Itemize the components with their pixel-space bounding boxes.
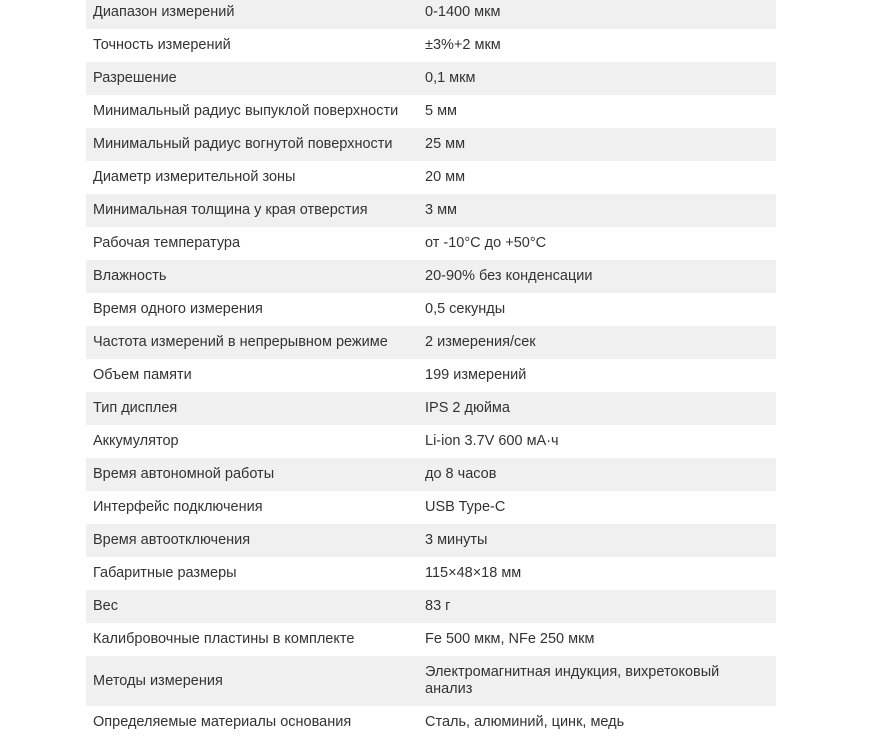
spec-value: 115×48×18 мм [425,565,522,581]
spec-value: 0,1 мкм [418,62,776,95]
spec-name: Методы измерения [86,656,418,706]
specifications-body [86,0,776,739]
spec-value: ±3%+2 мкм [425,37,501,53]
spec-name: Влажность [86,260,418,293]
spec-row [86,0,776,29]
spec-name: Минимальный радиус вогнутой поверхности [86,128,418,161]
spec-row [86,706,776,739]
spec-row [86,425,776,458]
spec-row [86,293,776,326]
spec-name: Время одного измерения [93,301,263,317]
spec-value: 2 измерения/сек [418,326,776,359]
spec-row [86,128,776,161]
spec-row [86,623,776,656]
spec-row [86,194,776,227]
spec-name: Объем памяти [93,367,192,383]
specifications-table [86,0,776,739]
spec-name: Калибровочные пластины в комплекте [93,631,355,647]
spec-name: Интерфейс подключения [93,499,263,515]
spec-value: Сталь, алюминий, цинк, медь [425,714,625,730]
spec-row [86,161,776,194]
spec-name: Разрешение [86,62,418,95]
spec-name: Вес [86,590,418,623]
spec-row [86,656,776,706]
spec-value: 0-1400 мкм [418,0,776,29]
spec-row [86,524,776,557]
spec-value: 20 мм [425,169,466,185]
spec-name: Минимальный радиус выпуклой поверхности [93,103,399,119]
spec-name: Тип дисплея [86,392,418,425]
spec-value: Li-ion 3.7V 600 мА·ч [425,433,559,449]
spec-name: Рабочая температура [93,235,241,251]
spec-row [86,227,776,260]
spec-name: Диаметр измерительной зоны [93,169,296,185]
spec-name: Определяемые материалы основания [93,714,352,730]
spec-value: 5 мм [425,103,458,119]
spec-name: Частота измерений в непрерывном режиме [86,326,418,359]
spec-value: до 8 часов [418,458,776,491]
spec-value: 3 минуты [418,524,776,557]
spec-row [86,491,776,524]
spec-value: 25 мм [418,128,776,161]
spec-row [86,29,776,62]
spec-name: Время автоотключения [86,524,418,557]
spec-value: Электромагнитная индукция, вихретоковый анализ [418,656,776,706]
spec-row [86,458,776,491]
spec-name: Время автономной работы [86,458,418,491]
spec-value: 199 измерений [425,367,527,383]
spec-name: Диапазон измерений [86,0,418,29]
spec-value: IPS 2 дюйма [418,392,776,425]
spec-name: Габаритные размеры [93,565,237,581]
spec-row [86,260,776,293]
spec-name: Минимальная толщина у края отверстия [86,194,418,227]
spec-value: Fe 500 мкм, NFe 250 мкм [425,631,595,647]
spec-value: 3 мм [418,194,776,227]
spec-row [86,392,776,425]
spec-value: USB Type-C [425,499,506,515]
spec-name: Точность измерений [93,37,231,53]
spec-row [86,557,776,590]
spec-value: 83 г [418,590,776,623]
spec-row [86,95,776,128]
spec-row [86,590,776,623]
spec-row [86,62,776,95]
spec-name: Аккумулятор [93,433,179,449]
spec-row [86,359,776,392]
spec-value: 20-90% без конденсации [418,260,776,293]
spec-value: от -10°C до +50°C [425,235,547,251]
spec-value: 0,5 секунды [425,301,506,317]
spec-row [86,326,776,359]
